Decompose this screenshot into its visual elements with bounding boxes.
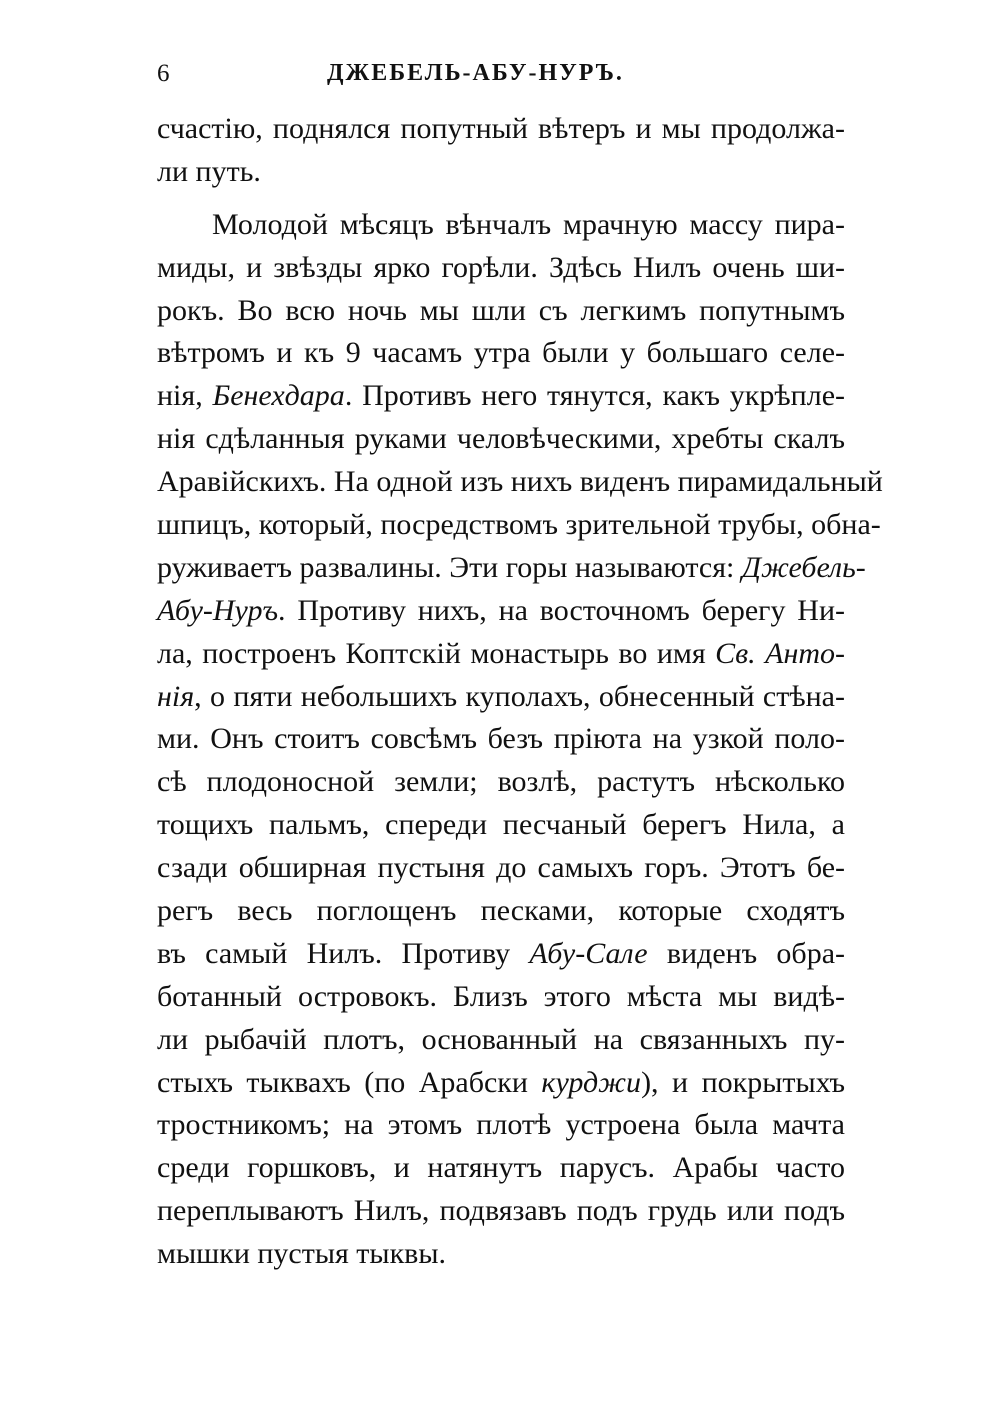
- text-line: ли рыбачій плотъ, основанный на связанныхъ пу-: [157, 1022, 845, 1056]
- text-line: тощихъ пальмъ, спереди песчаный берегъ Нила, а: [157, 808, 845, 842]
- paragraph-first-line: Молодой мѣсяцъ вѣнчалъ мрачную массу пира-: [212, 207, 845, 241]
- text-line: сѣ плодоносной земли; возлѣ, растутъ нѣсколько: [157, 765, 845, 799]
- text-line: ботанный островокъ. Близъ этого мѣста мы видѣ-: [157, 979, 845, 1013]
- text-line: нія, о пяти небольшихъ куполахъ, обнесенный стѣна-: [157, 679, 845, 713]
- text-line: нія сдѣланныя руками человѣческими, хребты скалъ: [157, 422, 845, 456]
- text-line: стыхъ тыквахъ (по Арабски курджи), и покрытыхъ: [157, 1065, 845, 1099]
- place-name-djebel: Джебель-: [741, 550, 866, 584]
- text-line: сзади обширная пустыня до самыхъ горъ. Этотъ бе-: [157, 851, 845, 885]
- text-line: ли путь.: [157, 154, 261, 188]
- text-line: Абу-Нуръ. Противу нихъ, на восточномъ берегу Ни-: [157, 593, 845, 627]
- place-name-abu-sale: Абу-Сале: [529, 936, 648, 970]
- text-line: счастію, поднялся попутный вѣтеръ и мы продолжа-: [157, 112, 845, 145]
- saint-name: Св. Анто-: [715, 636, 845, 670]
- place-name-benekhdara: Бенехдара: [212, 379, 345, 413]
- text-line: мышки пустыя тыквы.: [157, 1237, 446, 1271]
- text-line: переплываютъ Нилъ, подвязавъ подъ грудь или подъ: [157, 1194, 845, 1228]
- text-line: въ самый Нилъ. Противу Абу-Сале виденъ обра-: [157, 936, 846, 970]
- text-line: ми. Онъ стоитъ совсѣмъ безъ пріюта на узкой поло-: [157, 722, 845, 756]
- text-line: нія, Бенехдара. Противъ него тянутся, какъ укрѣпле-: [157, 379, 845, 413]
- text-line: рокъ. Во всю ночь мы шли съ легкимъ попутнымъ: [157, 293, 845, 327]
- place-name-abu-nur: Абу-Нуръ: [157, 593, 279, 627]
- text-line: шпицъ, который, посредствомъ зрительной трубы, обна-: [157, 508, 881, 542]
- text-line: миды, и звѣзды ярко горѣли. Здѣсь Нилъ очень ши-: [157, 250, 845, 284]
- text-line: ла, построенъ Коптскій монастырь во имя Св. Анто-: [157, 636, 845, 670]
- page-header: [157, 60, 845, 100]
- text-line: среди горшковъ, и натянутъ парусъ. Арабы часто: [157, 1151, 845, 1185]
- page-number: 6: [157, 60, 170, 87]
- text-line: Аравійскихъ. На одной изъ нихъ виденъ пирамидальный: [157, 465, 883, 499]
- term-kurdzhi: курджи: [541, 1065, 642, 1099]
- text-line: руживаетъ развалины. Эти горы называются: Джебель-: [157, 550, 866, 584]
- saint-name-cont: нія: [157, 679, 195, 713]
- text-line: вѣтромъ и къ 9 часамъ утра были у большаго селе-: [157, 336, 845, 370]
- running-title: ДЖЕБЕЛЬ-АБУ-НУРЪ.: [327, 60, 624, 86]
- text-line: тростникомъ; на этомъ плотѣ устроена была мачта: [157, 1108, 845, 1142]
- body-text: [157, 108, 883, 1276]
- text-line: регъ весь поглощенъ песками, которые сходятъ: [157, 894, 845, 928]
